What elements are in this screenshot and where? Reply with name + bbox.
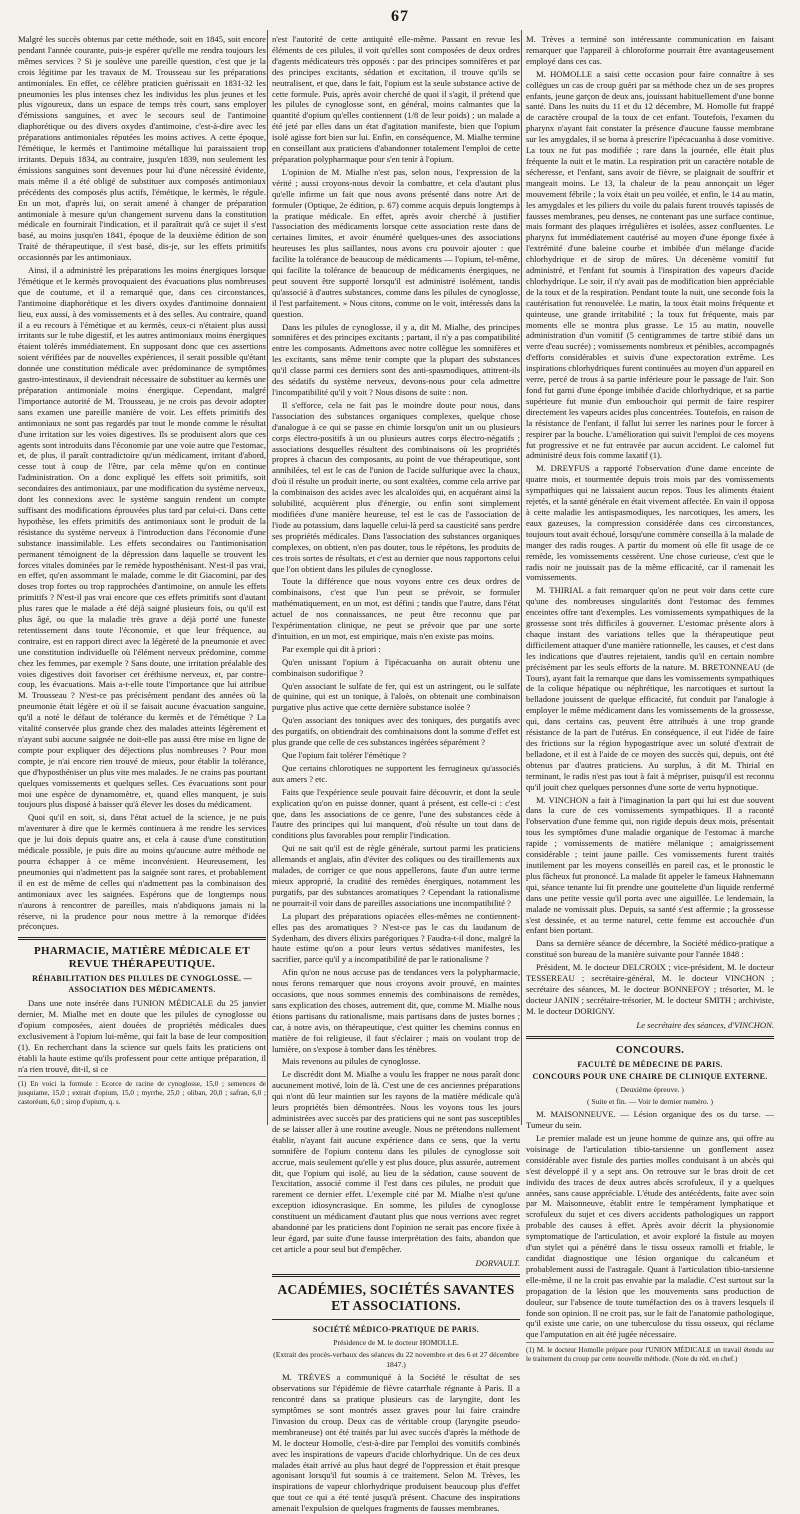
col3-paragraph: M. THIRIAL a fait remarquer qu'on ne peut voir dans cette cure qu'une des nombreuses singularités dont l'estomac des femmes enceintes offre tant d'exemples. Les vomissements sympathiques de la grossesse sont très difficiles à gouverner. L'estomac présente alors à chaque instant des variations telles que la thérapeutique peut difficilement attaquer d'une manière rationnelle, les causes, et c'est dans les indications que d'autres rejetaient, tandis qu'il en certain nombre précisément par les seuls efforts de la nature. M. BRETONNEAU (de Tours), ayant fait la remarque que dans les vomissements sympathiques de la colique hépatique ou néphrétique, les narcotiques et surtout la belladone jouissent de quelque efficacité, fut conduit par l'analogie à employer le même médicament dans les vomissements de la grossesse, qui, dans certains cas, peuvent être attribués à une trop grande résistance de la part de l'utérus. En conséquence, il eut l'idée de faire des frictions sur la région hypogastrique avec un soluté d'extrait de belladone, et il est à l'aide de ce moyen des succès qui, depuis, ont été obtenus par d'autres praticiens. Au surplus, à dit M. Thirial en terminant, le radis n'est pas tout à fait à mépriser, puisqu'il est reconnu qu'il jouit chez quelques personnes d'une sorte de vertu hypnotique. [526,585,774,792]
col2-paragraph: Qu'en unissant l'opium à l'ipécacuanha on aurait obtenu une combinaison sudorifique ? [272,656,520,678]
column-divider-1 [267,30,268,1125]
column-2 [272,34,520,1514]
col3-paragraph: M. DREYFUS a rapporté l'observation d'une dame enceinte de quatre mois, et tourmentée depuis trois mois par des vomissements sympathiques qui ne laissaient aucun repos. Tous les aliments étaient rejetés, et la santé générale en était vivement affectée. En vain il opposa à cette maladie les antispasmodiques, les narcotiques, les amers, les eaux gazeuses, la compression considérée dans ces circonstances, toujours tout avait échoué, lorsqu'une commère conseilla à la malade de manger des radis rouges. A partir du moment où elle fit usage de ce remède, les vomissements cessèrent. Une chose curieuse, c'est que le radis noir ne jouissait pas de la même efficacité, car il ramenait les vomissements. [526,463,774,583]
col2-paragraph: Toute la différence que nous voyons entre ces deux ordres de combinaisons, c'est que l'un peut se prévoir, se formuler mathématiquement, en un mot, est défini ; tandis que l'autre, dans l'état actuel de nos connaissances, ne peut être reconnu que par l'expérimentation clinique, ne peut se prévoir que par une sorte d'intuition, en un mot, est empirique, mais n'en existe pas moins. [272,576,520,641]
col2-paragraph: Il s'efforce, cela ne fait pas le moindre doute pour nous, dans l'association des substances organiques complexes, quelque chose d'analogue à ce qui se passe en chimie lorsqu'on unit un ou plusieurs corps électro-positifs à un ou plusieurs autres corps électro-négatifs ; associations desquelles résultent des combinaisons où les propriétés propres à chacun des composants, au point de vue thérapeutique, sont annihilées, tel est le cas de l'union de l'acide sulfurique avec la chaux, d'où il résulte un produit inerte, ou sont exaltées, comme cela arrive par la combinaison des acides avec les alcaloïdes qui, en acquérant ainsi la solubilité, acquièrent plus d'énergie, ou enfin sont simplement modifiées d'une manière heureuse, tel est le cas de l'association de l'iode au potassium, dans laquelle celui-là perd sa causticité sans perdre ses propriétés médicales. Dans l'association des substances organiques complexes, on obtient, n'en pas douter, tous le répétons, les produits de ces trois sortes de résultats, et c'est au dernier que nous rapportons celui que l'on obtient dans les pilules de cynoglosse. [272,399,520,574]
column-divider-2 [521,30,522,1125]
section-title-concours: CONCOURS. [615,1043,685,1056]
col2-paragraph: L'opinion de M. Mialhe n'est pas, selon nous, l'expression de la vérité ; aussi croyons-nous devoir la combattre, et cela d'autant plus qu'elle infirme un fait que nous avons présenté dans notre Art de formuler (Optique, 2e édition, p. 67) comme acquis depuis longtemps à la pratique médicale. En effet, après avoir cherché à justifier l'association des médicaments lorsque cette association reste dans de certaines limites, et avoir énuméré quelques-unes des associations heureuses les plus saillantes, nous avons cru pouvoir ajouter : que facilite la tolérance de beaucoup de médicaments — l'opium, tel-même, qui facilite la tolérance de beaucoup de médicaments énergiques, ne peut souvent être supporté lorsqu'il est administré isolément, tandis qu'associé à d'autres substances, comme dans les pilules de cynoglosse, il l'est parfaitement. » Nous citons, comme on le voit, intéressés dans la question. [272,166,520,319]
presidence: Présidence de M. le docteur HOMOLLE. [333,1337,459,1347]
column-3 [526,34,774,1364]
col2-paragraph: Mais revenons au pilules de cynoglosse. [282,1056,421,1067]
section-title-pharmacie: PHARMACIE, MATIÈRE MÉDICALE ET REVUE THÉRAPEUTIQUE. [34,945,250,971]
col2-paragraph: Que certains chlorotiques ne supportent les ferrugineux qu'associés aux amers ? etc. [272,762,520,784]
signature: Le secrétaire des séances, d'VINCHON. [636,1019,774,1030]
col2-paragraph: Afin qu'on ne nous accuse pas de tendances vers la polypharmacie, nous ferons remarquer que nous croyons avoir prouvé, en maintes occasions, que nous sommes ennemis des combinaisons de remèdes, sans explication des choses, autrement dit, que, comme M. Mialhe nous étions partisans du rationalisme, mais partisans dans de justes bornes ; car, à notre avis, on thérapeutique, c'est quitter les chemins connus en matière de foi religieuse, il faut s'éclairer ; mais on voulant trop de lumière, on s'expose à tomber dans les ténèbres. [272,967,520,1054]
section-subtitle: RÉHABILITATION DES PILULES DE CYNOGLOSSE. — ASSOCIATION DES MÉDICAMENTS. [32,974,252,995]
col2-paragraph: Que l'opium fait tolérer l'émétique ? [282,750,407,760]
concours-subtitle: CONCOURS POUR UNE CHAIRE DE CLINIQUE EXTERNE. [532,1072,768,1082]
col3-paragraph: Dans sa dernière séance de décembre, la Société médico-pratique a constitué son bureau de la manière suivante pour l'année 1848 : [526,938,774,960]
section-title-academies: ACADÉMIES, SOCIÉTÉS SAVANTES ET ASSOCIATIONS. [277,1281,515,1313]
section-divider [526,1036,774,1039]
col2-paragraph: Dans les pilules de cynoglosse, il y a, dit M. Mialhe, des principes somnifères et des principes excitants ; partant, il n'y a pas compatibilité entre les composants. Admettons avec notre collègue les somnifères et les excitants, sans même tenir compte que la plupart des substances qu'il classe parmi ces derniers sont des anti-spasmodiques, attitrent-ils des sédatifs du système nerveux, devons-nous pour cela admettre l'incompatibilité qu'il y voit ? Nous disons de suite : non. [272,321,520,397]
section-text: Le premier malade est un jeune homme de quinze ans, qui offre au voisinage de l'articulation tibio-tarsienne un gonflement assez considérable avec fistule des parties molles conduisant à un abcès qui s'est développé il y a sept ans. On retrouve sur le bras droit de cet individu des traces de deux autres abcès scrofuleux, il y a quelques années, sans cause appréciable. L'étude des antécédents, faite avec soin par M. Maisonneuve, établit entre le tempérament lymphatique et scrofuleux du sujet et ces divers accidents pathologiques un rapport probable des causes à effet. Après avoir décrit la physionomie symptomatique de l'articulation, et avoir exploré la fistule au moyen d'un stylet qui a pénétré dans le tissu osseux ramolli et friable, le candidat diagnostique une lésion organique du calcanéum et probablement aussi de l'astragale. Quant à l'articulation tibio-tarsienne elle-même, il ne la croit pas envahie par la maladie. C'est surtout sur la propagation de la lésion que les mouvements sans production de douleur, sur l'absence de toute tuméfaction des os à travers lesquels il fonde son opinion. Il ne croit pas, sur le fait de l'anatomie pathologique, qu'il existe une carie, on une tuberculose du tissu osseux, qui réclame que l'amputation en ait été jugée nécessaire. [526,1133,774,1340]
col2-paragraph: Faits que l'expérience seule pouvait faire découvrir, et dont la seule explication qu'on en puisse donner, quant à présent, est celle-ci : c'est que, dans les associations de ce genre, l'une des substances cède à l'autre des principes qui lui manquent, d'où résulte un tout dans de conditions plus favorables pour remplir l'indication. [272,786,520,841]
page-number: 67 [391,8,409,25]
col3-paragraph: M. Trèves a terminé son intéressante communication en faisant remarquer que l'appareil à chloroforme pourrait être avantageusement employé dans ces cas. [526,34,774,66]
footnote: (1) M. le docteur Homolle prépare pour l'UNION MÉDICALE un travail étendu sur le traitement du croup par cette nouvelle méthode. (Note du réd. en chef.) [526,1342,774,1364]
society-name: SOCIÉTÉ MÉDICO-PRATIQUE DE PARIS. [312,1324,480,1334]
faculty-name: FACULTÉ DE MÉDECINE DE PARIS. [577,1059,723,1069]
col2-paragraph: Qu'en associant le sulfate de fer, qui est un astringent, ou le sulfate de quinine, qui est un tonique, à l'aloès, on obtenait une combinaison purgative plus active que cette dernière substance isolée ? [272,680,520,713]
footnote: (1) En voici la formule : Ecorce de racine de cynoglosse, 15,0 ; semences de jusquiame, 15,0 ; extrait d'opium, 15,0 ; myrrhe, 25,0 ; oliban, 20,0 ; safran, 6,0 ; castoréum, 6,0 ; sirop d'opium, q. s. [18,1076,266,1107]
column-1 [18,34,266,1124]
col2-paragraph: Qu'en associant des toniques avec des toniques, des purgatifs avec des purgatifs, on obtiendrait des combinaisons dont la somme d'effet est plus grande que celle de ces substances ingérées séparément ? [272,715,520,748]
col2-paragraph: Qui ne sait qu'il est de règle générale, surtout parmi les praticiens allemands et anglais, afin d'éviter des coliques ou des tiraillements aux malades, de corriger ce que nous appellerons, faute d'un autre terme mieux approprié, la crudité des remèdes énergiques, notamment les purgatifs, par des substances aromatiques ? Cependant la rationalisme ne pourrait-il voir dans de pareilles associations une incompatibilité ? [272,843,520,908]
section-text: M. TRÉVES a communiqué à la Société le résultat de ses observations sur l'épidémie de fièvre catarrhale régnante à Paris. Il a rencontré dans sa pratique plusieurs cas de laryngite, dont les symptômes se sont montrés assez graves pour lui faire craindre l'invasion du croup. Deux cas de véritable croup (laryngite pseudo-membraneuse) ont été traités par lui avec succès d'après la méthode de M. le docteur Homolle, c'est-à-dire par l'emploi des vomitifs combinés avec les inspirations de vapeurs d'acide chlorhydrique. Un de ces deux malades était arrivé au plus haut degré de l'oppression et était presque agonisant lorsqu'il fut soumis à ce traitement. Selon M. Trèves, les inspirations de vapeur chlorhydrique produisent beaucoup plus d'effet que tout ce qui a été tenté jusqu'à présent. Chacune des inspirations amenait l'expulsion de quelques fragments de fausses membranes. [272,1372,520,1514]
section-divider [18,937,266,940]
suite-note: ( Suite et fin. — Voir le dernier numéro. ) [586,1097,714,1107]
col3-paragraph: M. VINCHON a fait à l'imagination la part qui lui est due souvent dans la cure de ces vomissements sympathiques. Il a raconté l'observation d'une femme qui, non rigide depuis deux mois, présentait tous les symptômes d'une maladie organique de l'estomac à marche rapide ; vomissements de matière mélanique ; amaigrissement considérable ; teint jaune paille. Ces vomissements furent traités inutilement par les moyens conseillés en pareil cas, et le pronostic le plus fâcheux fut prononcé. La malade fit appeler le fameux Hahnemann qui, séance tenante lui fit prendre une gouttelette d'un liquide renfermé dans une petite vessie qu'il porta avec une aiguillée. Le lendemain, la malade ne vomissait plus. Depuis, sa santé s'est affermie ; la grossesse s'est dessinée, et au terme naturel, cette femme est accouchée d'un enfant bien portant. [526,794,774,936]
section-divider-thin [272,1319,520,1320]
epreuve-note: ( Deuxième épreuve. ) [616,1085,684,1095]
col1-paragraph: Quoi qu'il en soit, si, dans l'état actuel de la science, je ne puis m'aventurer à dire que le kermès continuera à me rendre les services que je lui dois depuis quatre ans, et cela à cause d'une constitution médicale possible, je puis dire au moins qu'aucune autre méthode ne pourra échapper à ce même inconvénient. Heureusement, les pneumonies qui n'admettent pas la saignée sont rares, et probablement il en est de même de celles qui n'admettent pas la combinaison des antimoniaux avec les saignées. Espérons que de longtemps nous n'aurons à rencontrer de pareilles, mais n'abdiquons jamais ni la réserve, ni la prudence pour nous mettre à la remorque d'idées préconçues. [18,812,266,932]
col3-paragraph: Président, M. le docteur DELCROIX ; vice-président, M. le docteur TESSEREAU ; secrétaire-général, M. le docteur VINCHON ; secrétaire des séances, M. le docteur BONNEFOY ; trésorier, M. le docteur JANIN ; secrétaire-trésorier, M. le docteur SMITH ; archiviste, M. le docteur DORIGNY. [526,962,774,1016]
signature: DORVAULT. [475,1257,520,1268]
candidate-lead: M. MAISONNEUVE. — Lésion organique des os du tarse. — Tumeur du sein. [526,1109,774,1131]
col2-paragraph: Par exemple qui dit à priori : [282,643,381,654]
section-text: Dans une note insérée dans l'UNION MÉDICALE du 25 janvier dernier, M. Mialhe met en doute que les pilules de cynoglosse ou d'opium composées, aient douées de propriétés médicales dues exclusivement à l'opium lui-même, qui fait la base de leur composition (1). En recherchant dans la science sur quels faits les praticiens ont établi la haute estime qu'ils professent pour cette antique préparation, il n'a rien trouvé, dit-il, si ce [18,998,266,1074]
col1-paragraph: Ainsi, il a administré les préparations les moins énergiques lorsque l'émétique et le kermès provoquaient des évacuations plus nombreuses que de coutume, et il a remarqué que, dans ces circonstances, l'antimoine diaphorétique et les divers oxydes d'antimoine donnaient lieu, eux aussi, à des vomissements et à des selles. Au contraire, quand il a eu recours à l'émétique et au kermès, ceux-ci n'étaient plus aussi irritants sur le tube digestif, et les autres antimoniaux moins énergiques étaient tolérés immédiatement. En supposant donc que ces assertions soient vérifiées par de nouvelles expériences, il serait possible qu'étant donnée une constitution médicale avec prédominance de symptômes gastro-intestinaux, il deviendrait nécessaire de substituer au kermès une préparation antimoniale moins énergique. Cependant, malgré l'importance autorité de M. Trousseau, je ne crois pas devoir adopter sans examen une pareille manière de voir. Les effets primitifs des antimoniaux ne sont pas regardés par tout le monde comme le résultat d'une irritation sur les voies digestives. Ils se produisent alors que ces agents sont introduits dans l'économie par une voie autre que l'estomac, et, de plus, il paraît contradictoire qu'un médicament, irritant d'abord, cesse tout à coup de l'être, par cela même qu'on en continue l'administration. On a donc expliqué les effets soit primitifs, soit secondaires des antimoniaux, par une modification du système nerveux, dont les connexions avec le système sanguin rendent un compte suffisant des modifications éprouvées plus tard par celui-ci. Dans cette hypothèse, les effets primitifs des antimoniaux sont le produit de la résistance du système nerveux à l'introduction dans l'économie d'une substance inassimilable. Les effets secondaires ou l'antimonisation permanent témoignent de la dépression dans laquelle se trouvent les forces vitales dominées par le remède hyposthénisant. N'est-il pas vrai, en effet, qu'en assommant le malade, comme le dit Giacomini, par des doses trop fortes ou trop rapprochées d'antimoine, on annule les effets primitifs ? N'est-il pas vrai encore que ces effets primitifs sont d'autant plus rares que le malade a été déjà saigné plusieurs fois, ou qu'il est plus âgé, ou que la maladie très grave a déjà porté une funeste retentissement dans toute l'économie, et que leur fréquence, au contraire, est en rapport direct avec la légèreté de la pneumonie et avec une constitution individuelle où l'élément nerveux prédomine, comme chez les femmes, par exemple ? Sans doute, une irritation préalable des voies digestives doit favoriser cet éréthisme nerveux, et, par contre-coup, les évacuations. Mais a-t-elle toute l'importance que lui attribue M. Trousseau ? N'est-ce pas précisément pendant des années où la pneumonie était légère et où il se faisait aucune évacuation sanguine, qu'il a noté le défaut de tolérance du kermès et de l'émétique ? La vitalité conservée plus grande chez des malades atteints légèrement et n'ayant subi aucune saignée ne doit-elle pas aussi être mise en ligne de compte pour expliquer des déjections plus nombreuses ? Pour mon compte, je n'ai encore rien trouvé de mieux, pour établir la tolérance, que d'hyposthéniser un plus vite mes malades. Je ne crains pas pourtant quelques vomissements et quelques selles. Ces évacuations sont pour moi une espèce de dynamomètre, et, quand elles manquent, je suis toujours plus disposé à baisser qu'à élever les doses du médicament. [18,265,266,810]
section-divider [272,1274,520,1277]
col1-paragraph: Malgré les succès obtenus par cette méthode, soit en 1845, soit encore pendant l'année courante, puis-je espérer qu'elle me rendra toujours les mêmes services ? Si je soulève une pareille question, c'est que je la crois légitime par les travaux de M. Trousseau sur les préparations antimoniales. En effet, ce célèbre praticien guérissait en 1831-32 les pneumonies les plus intenses chez les individus les plus jeunes et les plus vigoureux, dans un espace de temps très court, sans employer d'émissions sanguines, et avec le secours seul de l'antimoine diaphorétique ou des divers oxydes d'antimoine, c'est-à-dire avec les préparations antimoniales réputées les moins actives. A cette époque, l'émétique, le kermès et l'antimoine métallique lui paraissaient trop irritants. Depuis 1834, au contraire, jusqu'en 1839, non seulement les émissions sanguines sont devenues pour lui d'une nécessité évidente, mais même il a été obligé de substituer aux composés antimoniaux précédents des composés plus actifs, l'émétique, le kermès, le régule. En un mot, d'après lui, on serait amené à changer de préparation antimoniale à mesure qu'un changement survenu dans la constitution médicale en fournirait l'indication, et il paraîtrait qu'à ce sujet il s'est basé, au moins jusqu'en 1841, époque de la deuxième édition de son Traité de thérapeutique, il s'est basé, dis-je, sur les effets primitifs occasionnés par les antimoniaux. [18,34,266,263]
col3-paragraph: M. HOMOLLE a saisi cette occasion pour faire connaître à ses collègues un cas de croup guéri par sa méthode chez un de ses propres enfants, jeune garçon de deux ans, jouissant habituellement d'une bonne santé. Dans les nuits du 11 et du 12 décembre, M. Homolle fut frappé de caractère croupal de la toux de cet enfant. Toutefois, l'examen du pharynx n'ayant fait constater la présence d'aucune fausse membrane sur les amygdales, il se borna à prescrire l'ipécacuanha à dose vomitive. La toux ne fut pas modifiée ; rare dans la journée, elle était plus fréquente la nuit et le matin. La respiration prit un caractère notable de sécheresse, et l'enfant, sans avoir de fièvre, se plaignait de souffrir et mangeait moins. Le 13, la chaleur de la peau annonçait un léger mouvement fébrile ; la voix était un peu voilée, et enfin, le 14 au matin, les amygdales et les piliers du voile du palais furent trouvés tapissés de fausses membranes, peu denses, ne contenant pas une surface continue, mais formant des plaques irrégulières et isolées, assez confluentes. Le pharynx fut immédiatement cautérisé au moyen d'une éponge fixée à l'extrémité d'une baleine courbe et imbibée d'un mélange d'acide chlorhydrique et de sirop de mûres. Un décenème vomitif fut administré, et l'enfant fut soumis à l'inspiration des vapeurs d'acide chlorhydrique. Le soir, il n'y avait pas de modification bien appréciable de la toux et de la respiration. Pendant toute la nuit, une seconde fois la cautérisation fut renouvelée. Le matin, la toux était moins fréquente et quinteuse, une grande irritabilité ; la toux fut fréquente, mais par moments elle se montra plus grasse. Le 15 au matin, nouvelle administration d'un vomitif (5 centigrammes de tartre stibié dans un verre d'eau sucrée) ; vomissements nombreux et pénibles, accompagnés d'efforts considérables et suivis d'une expectoration extrême. Les inspirations chlorhydriques furent continuées au moyen d'un appareil en verre, percé de trous à sa partie inférieure pour le passage de l'air. Son fond fut garni d'une éponge imbibée d'acide chlorhydrique, et sa partie supérieure fut munie d'un embouchoir qui permit de faire respirer directement les vapeurs acides plus concentrées. Toutefois, en raison de la résistance de l'enfant, il fallut lui serrer les narines pour le forcer à respirer par la bouche. L'amélioration qui suivit l'emploi de ces moyens fut progressive et ne fut entravée par aucun accident. Le calomel fut administré deux fois comme laxatif (1). [526,68,774,461]
col2-paragraph: n'est l'autorité de cette antiquité elle-même. Passant en revue les éléments de ces pilules, il voit qu'elles sont composées de deux ordres d'agents médicateurs très opposés : par des principes somnifères et par des principes excitants, sédation et excitation, il trouve qu'ils se neutralisent, et que, dans le fait, l'opium est la seule substance active de cette formule. Puis, après avoir cherché de quoi il s'agit, il prétend que les pilules de cynoglosse sont, en général, moins calmantes que la quantité d'opium qu'elles contiennent (1/8 de leur poids) ; un malade a été jeté par elles dans un état d'agitation manifeste, bien que l'opium isolé agisse fort bien sur lui. Enfin, en conséquence, M. Mialhe termine en conseillant aux praticiens d'abandonner totalement l'emploi de cette préparation polypharmaque pour s'en tenir à l'opium. [272,34,520,164]
col2-paragraph: Le discrédit dont M. Mialhe a voulu les frapper ne nous paraît donc aucunement motivé, loin de là. C'est une de ces anciennes préparations qui n'ont dû leur maintien sur les rayons de la matière médicale qu'à leurs propriétés bien démontrées. Nous les voyons tous les jours administrées avec succès par des praticiens qui ne sont pas susceptibles de se laisser aller à une routine aveugle. Nous ne prétendons nullement établir, n'ayant fait aucune expérience dans ce sens, que la vertu somnifère de l'opium contenu dans les pilules de cynoglosse soit accrue, mais seulement qu'elle y est plus douce, plus assurée, autrement dit, que l'opium qui isolé, au lieu de la sédation, cause souvent de l'excitation, associé comme il l'est dans ces pilules, ne produit que rarement ce dernier effet. L'exemple cité par M. Mialhe n'est qu'une exception idiosyncrasique. En somme, les pilules de cynoglosse constituent un médicament d'autant plus que nous verrions avec regret abandonné par les praticiens dont l'opinion ne serait pas encore fixée à leur égard, par suite d'une fausse interprétation des faits, abandon que cet article a pour seul but d'empêcher. [272,1069,520,1254]
col2-paragraph: La plupart des préparations opiacées elles-mêmes ne contiennent-elles pas des aromatiques ? N'est-ce pas le cas du laudanum de Sydenham, des divers élixirs parégoriques ? Faudra-t-il donc, malgré la haute estime qu'on a pour leurs vertus sédatives manifestes, les sacrifier, parce qu'il y a incompatibilité de par le rationalisme ? [272,910,520,965]
extract-note: (Extrait des procès-verbaux des séances du 22 novembre et des 6 et 27 décembre 1847.) [273,1349,519,1370]
